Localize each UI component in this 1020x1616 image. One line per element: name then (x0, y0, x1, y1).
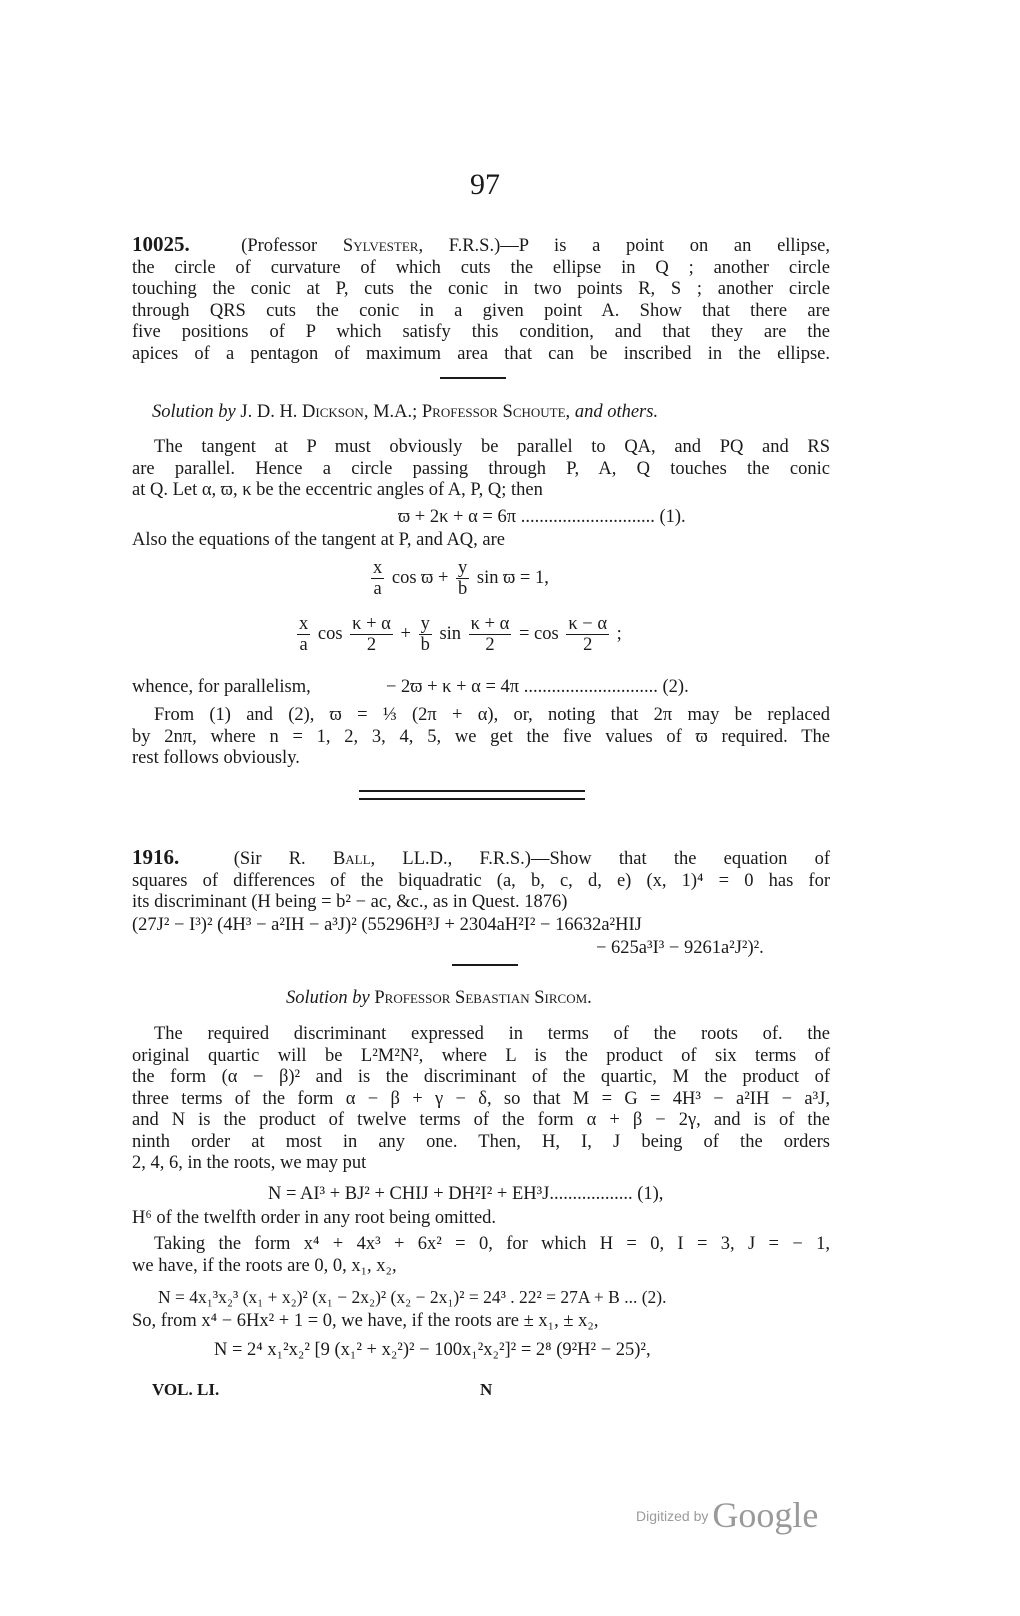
text-line: are parallel. Hence a circle passing through P, A, Q touches the conic (132, 458, 830, 479)
text-line: The tangent at P must obviously be parallel to QA, and PQ and RS (154, 437, 830, 457)
text-line: at Q. Let α, ϖ, κ be the eccentric angles of A, P, Q; then (132, 480, 543, 500)
short-rule (440, 377, 506, 379)
double-rule (359, 790, 585, 800)
solution-heading: Solution by J. D. H. Dickson, M.A.; Professor Schoute, and others. (152, 402, 659, 422)
fraction: $\frac{\kappa + \alpha}{2}$ (470, 614, 510, 655)
text-line: by 2nπ, where n = 1, 2, 3, 4, 5, we get the five values of ϖ required. The (132, 726, 830, 747)
formula-line: (27J² − I³)² (4H³ − a²IH − a³J)² (55296H³J + 2304aH²I² − 16632a²HIJ (132, 915, 642, 935)
fraction: $\frac{\kappa + \alpha}{2}$ (352, 614, 391, 655)
solution-1916-para2 (132, 1234, 830, 1277)
problem-1916-line: 1916. (Sir R. Ball, LL.D., F.R.S.)—Show that the equation of (132, 845, 831, 869)
equation-n3: N = 2⁴ x₁²x₂² [9 (x₁² + x₂²)² − 100x₁²x₂²]² = 2⁸ (9²H² − 25)², (214, 1340, 651, 1360)
text-line: The required discriminant expressed in terms of the roots of. the (154, 1024, 830, 1044)
formula-line: − 625a³I³ − 9261a²J²)². (596, 938, 764, 958)
text-line: rest follows obviously. (132, 748, 300, 768)
text-line: Also the equations of the tangent at P, and AQ, are (132, 530, 505, 550)
solution-10025-para2 (132, 705, 830, 770)
text-line: H⁶ of the twelfth order in any root being omitted. (132, 1208, 497, 1228)
text-line: three terms of the form α − β + γ − δ, so that M = G = 4H³ − a²IH − a³J, (132, 1088, 830, 1109)
problem-10025-line: apices of a pentagon of maximum area that can be inscribed in the ellipse. (132, 343, 830, 364)
text-line: From (1) and (2), ϖ = ⅓ (2π + α), or, noting that 2π may be replaced (154, 705, 830, 725)
problem-1916 (132, 847, 830, 914)
problem-10025-line: five positions of P which satisfy this condition, and that they are the (132, 322, 830, 342)
author-name: Ball (332, 849, 371, 869)
equation-n1: N = AI³ + BJ² + CHIJ + DH²I² + EH³J.................. (1), (268, 1184, 664, 1204)
problem-number: 10025. (132, 232, 190, 256)
problem-10025 (132, 234, 830, 365)
problem-10025-line: touching the conic at P, cuts the conic in two points R, S ; another circle (132, 279, 830, 299)
digitized-watermark (636, 1494, 818, 1536)
equation-tangent: $\frac{x}{a}$ cos ϖ + $\frac{y}{b}$ sin ϖ = 1, (373, 558, 549, 599)
text-line: and N is the product of twelve terms of the form α + β − 2γ, and is of the (132, 1110, 830, 1130)
equation-chord: $\frac{x}{a}$ cos $\frac{\kappa + \alpha}{2}$ + $\frac{y}{b}$ sin $\frac{\kappa + \alpha}{2}$ = cos $\frac{\kappa - \alpha}{2}$ ; (299, 614, 622, 655)
equation-n2: N = 4x₁³x₂³ (x₁ + x₂)² (x₁ − 2x₂)² (x₂ − 2x₁)² = 24³ . 22² = 27A + B ... (2). (158, 1287, 667, 1307)
fraction: $\frac{x}{a}$ (299, 614, 309, 655)
page-number: 97 (470, 168, 500, 201)
volume-label: VOL. LI. (152, 1380, 220, 1399)
fraction: $\frac{\kappa - \alpha}{2}$ (568, 614, 608, 655)
google-logo: Google (712, 1495, 819, 1535)
text-line: ninth order at most in any one. Then, H, I, J being of the orders (132, 1131, 830, 1152)
text-line: Taking the form x⁴ + 4x³ + 6x² = 0, for which H = 0, I = 3, J = − 1, (154, 1234, 830, 1254)
equation-2: − 2ϖ + κ + α = 4π ............................. (2). (386, 677, 689, 697)
solution-10025-para1 (132, 437, 830, 502)
problem-number: 1916. (132, 845, 180, 869)
text-line: original quartic will be L²M²N², where L is the product of six terms of (132, 1045, 830, 1066)
solution-heading: Solution by Professor Sebastian Sircom. (286, 988, 592, 1008)
problem-10025-line: 10025. (Professor Sylvester, F.R.S.)—P is a point on an ellipse, (132, 232, 831, 256)
fraction: $\frac{x}{a}$ (373, 558, 383, 599)
signature-mark: N (480, 1380, 493, 1399)
problem-1916-line: its discriminant (H being = b² − ac, &c., as in Quest. 1876) (132, 892, 568, 912)
author-name: Sylvester (342, 236, 419, 256)
text-line: we have, if the roots are 0, 0, x₁, x₂, (132, 1255, 397, 1276)
fraction: $\frac{y}{b}$ (420, 614, 430, 655)
short-rule (452, 964, 518, 966)
solution-1916-para1 (132, 1024, 830, 1175)
text-line: the form (α − β)² and is the discriminant of the quartic, M the product of (132, 1067, 830, 1087)
problem-1916-line: squares of differences of the biquadratic (a, b, c, d, e) (x, 1)⁴ = 0 has for (132, 870, 830, 891)
equation-1: ϖ + 2κ + α = 6π ............................. (1). (398, 507, 686, 527)
problem-10025-line: the circle of curvature of which cuts the ellipse in Q ; another circle (132, 257, 830, 278)
digitized-text: Digitized by (636, 1508, 709, 1524)
text-line: So, from x⁴ − 6Hx² + 1 = 0, we have, if the roots are ± x₁, ± x₂, (132, 1311, 599, 1331)
text-line: 2, 4, 6, in the roots, we may put (132, 1153, 367, 1173)
text-line: whence, for parallelism, (132, 677, 311, 697)
problem-10025-line: through QRS cuts the conic in a given point A. Show that there are (132, 300, 830, 321)
fraction: $\frac{y}{b}$ (458, 558, 468, 599)
